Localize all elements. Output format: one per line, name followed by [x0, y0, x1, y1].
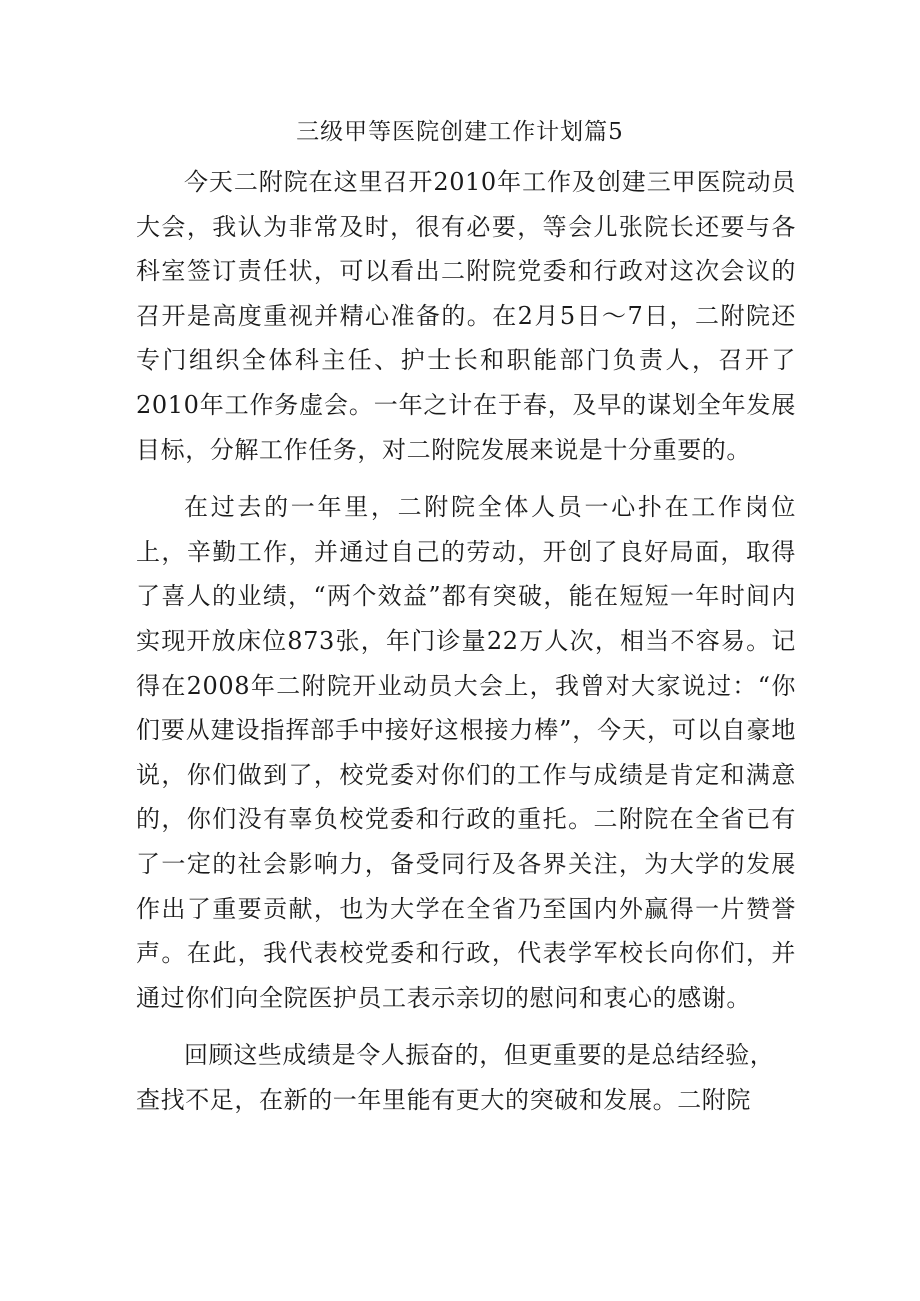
- document-body: [136, 160, 796, 1135]
- document-title: 三级甲等医院创建工作计划篇5: [296, 119, 624, 145]
- paragraph-3: 回顾这些成绩是令人振奋的，但更重要的是总结经验，查找不足，在新的一年里能有更大的突破和发展。二附院: [136, 1041, 775, 1114]
- paragraph-1: 今天二附院在这里召开2010年工作及创建三甲医院动员大会，我认为非常及时，很有必要，等会儿张院长还要与各科室签订责任状，可以看出二附院党委和行政对这次会议的召开是高度重视并精心准备的。在2月5日～7日，二附院还专门组织全体科主任、护士长和职能部门负责人，召开了2010年工作务虚会。一年之计在于春，及早的谋划全年发展目标，分解工作任务，对二附院发展来说是十分重要的。: [136, 168, 796, 464]
- paragraph-2: 在过去的一年里，二附院全体人员一心扑在工作岗位上，辛勤工作，并通过自己的劳动，开创了良好局面，取得了喜人的业绩，“两个效益”都有突破，能在短短一年时间内实现开放床位873张，年门诊量22万人次，相当不容易。记得在2008年二附院开业动员大会上，我曾对大家说过：“你们要从建设指挥部手中接好这根接力棒”，今天，可以自豪地说，你们做到了，校党委对你们的工作与成绩是肯定和满意的，你们没有辜负校党委和行政的重托。二附院在全省已有了一定的社会影响力，备受同行及各界关注，为大学的发展作出了重要贡献，也为大学在全省乃至国内外赢得一片赞誉声。在此，我代表校党委和行政，代表学军校长向你们，并通过你们向全院医护员工表示亲切的慰问和衷心的感谢。: [136, 493, 796, 1012]
